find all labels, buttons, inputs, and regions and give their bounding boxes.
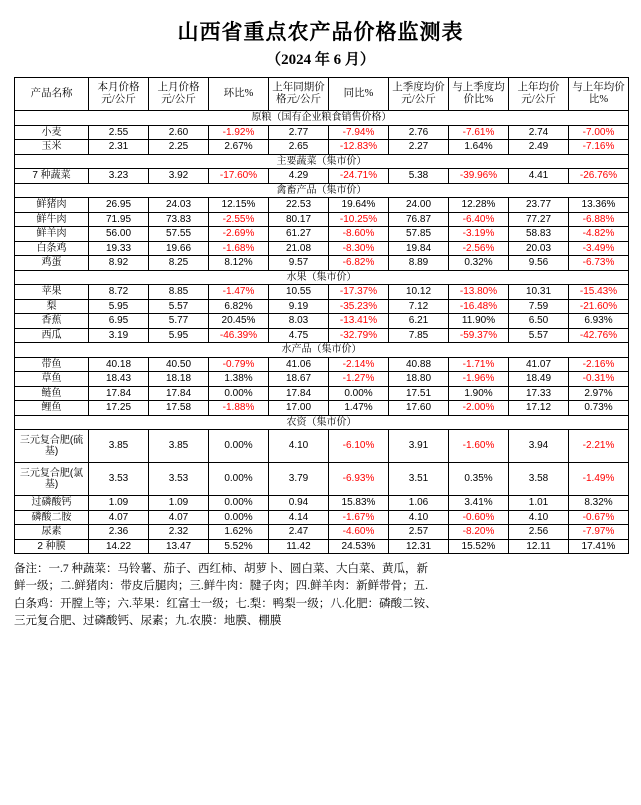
table-notes	[14, 561, 627, 630]
cell-last-quarter-price: 17.60	[389, 401, 449, 416]
table-row	[15, 496, 629, 511]
cell-last-year-avg-price: 41.07	[509, 357, 569, 372]
cell-last-year-avg-price: 77.27	[509, 212, 569, 227]
cell-last-month-price: 3.53	[149, 463, 209, 496]
cell-last-month-price: 5.95	[149, 328, 209, 343]
cell-last-month-price: 2.25	[149, 140, 209, 155]
table-row	[15, 227, 629, 242]
cell-current-price: 8.92	[89, 256, 149, 271]
cell-last-quarter-price: 6.21	[389, 314, 449, 329]
cell-last-year-price: 2.47	[269, 525, 329, 540]
cell-product-name: 尿素	[15, 525, 89, 540]
cell-yoy: -8.60%	[329, 227, 389, 242]
cell-quarter-ratio: 3.41%	[449, 496, 509, 511]
section-header-row	[15, 415, 629, 430]
cell-last-year-avg-price: 3.94	[509, 430, 569, 463]
cell-last-year-avg-price: 2.74	[509, 125, 569, 140]
cell-last-year-price: 2.77	[269, 125, 329, 140]
cell-yoy: 24.53%	[329, 539, 389, 554]
section-label: 主要蔬菜（集市价）	[15, 154, 629, 169]
cell-year-avg-ratio: -15.43%	[569, 285, 629, 300]
cell-last-year-price: 21.08	[269, 241, 329, 256]
cell-last-year-avg-price: 5.57	[509, 328, 569, 343]
cell-year-avg-ratio: -3.49%	[569, 241, 629, 256]
cell-product-name: 三元复合肥(氯基)	[15, 463, 89, 496]
section-label: 水果（集市价）	[15, 270, 629, 285]
cell-current-price: 6.95	[89, 314, 149, 329]
cell-mom: 0.00%	[209, 463, 269, 496]
section-header-row	[15, 270, 629, 285]
cell-quarter-ratio: -6.40%	[449, 212, 509, 227]
cell-last-year-avg-price: 12.11	[509, 539, 569, 554]
cell-current-price: 26.95	[89, 198, 149, 213]
cell-current-price: 40.18	[89, 357, 149, 372]
cell-mom: -2.55%	[209, 212, 269, 227]
cell-current-price: 8.72	[89, 285, 149, 300]
cell-last-quarter-price: 17.51	[389, 386, 449, 401]
header-vs-last-quarter-average: 与上季度均价比%	[449, 78, 509, 111]
cell-year-avg-ratio: -7.97%	[569, 525, 629, 540]
cell-last-year-avg-price: 4.10	[509, 510, 569, 525]
table-row	[15, 212, 629, 227]
cell-last-month-price: 73.83	[149, 212, 209, 227]
cell-last-quarter-price: 4.10	[389, 510, 449, 525]
cell-product-name: 香蕉	[15, 314, 89, 329]
cell-last-year-avg-price: 20.03	[509, 241, 569, 256]
table-row	[15, 169, 629, 184]
cell-last-quarter-price: 24.00	[389, 198, 449, 213]
cell-last-quarter-price: 3.91	[389, 430, 449, 463]
cell-current-price: 71.95	[89, 212, 149, 227]
cell-last-quarter-price: 2.27	[389, 140, 449, 155]
page-subtitle: （2024 年 6 月）	[266, 52, 375, 68]
table-row	[15, 525, 629, 540]
cell-last-year-price: 80.17	[269, 212, 329, 227]
table-row	[15, 463, 629, 496]
table-row	[15, 285, 629, 300]
cell-last-month-price: 8.25	[149, 256, 209, 271]
cell-current-price: 3.19	[89, 328, 149, 343]
cell-current-price: 56.00	[89, 227, 149, 242]
cell-current-price: 5.95	[89, 299, 149, 314]
cell-current-price: 2.55	[89, 125, 149, 140]
cell-last-month-price: 1.09	[149, 496, 209, 511]
section-label: 水产品（集市价）	[15, 343, 629, 358]
cell-product-name: 小麦	[15, 125, 89, 140]
cell-yoy: -17.37%	[329, 285, 389, 300]
cell-last-year-avg-price: 4.41	[509, 169, 569, 184]
cell-last-quarter-price: 12.31	[389, 539, 449, 554]
cell-last-year-price: 4.10	[269, 430, 329, 463]
cell-last-quarter-price: 7.85	[389, 328, 449, 343]
cell-last-year-price: 22.53	[269, 198, 329, 213]
cell-last-year-price: 17.00	[269, 401, 329, 416]
section-header-row	[15, 154, 629, 169]
cell-last-quarter-price: 1.06	[389, 496, 449, 511]
cell-product-name: 磷酸二胺	[15, 510, 89, 525]
cell-year-avg-ratio: -42.76%	[569, 328, 629, 343]
cell-yoy: 19.64%	[329, 198, 389, 213]
cell-year-avg-ratio: 17.41%	[569, 539, 629, 554]
cell-quarter-ratio: -0.60%	[449, 510, 509, 525]
cell-yoy: -4.60%	[329, 525, 389, 540]
cell-mom: 2.67%	[209, 140, 269, 155]
cell-year-avg-ratio: -7.00%	[569, 125, 629, 140]
cell-mom: 0.00%	[209, 386, 269, 401]
cell-year-avg-ratio: 13.36%	[569, 198, 629, 213]
cell-yoy: -24.71%	[329, 169, 389, 184]
cell-product-name: 三元复合肥(硫基)	[15, 430, 89, 463]
cell-last-year-price: 9.19	[269, 299, 329, 314]
cell-quarter-ratio: 1.90%	[449, 386, 509, 401]
cell-mom: -1.88%	[209, 401, 269, 416]
cell-last-year-price: 9.57	[269, 256, 329, 271]
cell-quarter-ratio: -2.56%	[449, 241, 509, 256]
cell-last-month-price: 3.85	[149, 430, 209, 463]
cell-last-year-avg-price: 2.49	[509, 140, 569, 155]
cell-yoy: -2.14%	[329, 357, 389, 372]
table-row	[15, 125, 629, 140]
cell-quarter-ratio: -16.48%	[449, 299, 509, 314]
cell-year-avg-ratio: -0.31%	[569, 372, 629, 387]
cell-year-avg-ratio: -21.60%	[569, 299, 629, 314]
cell-last-month-price: 4.07	[149, 510, 209, 525]
table-row	[15, 256, 629, 271]
cell-product-name: 白条鸡	[15, 241, 89, 256]
cell-yoy: -8.30%	[329, 241, 389, 256]
cell-year-avg-ratio: -6.88%	[569, 212, 629, 227]
cell-year-avg-ratio: -6.73%	[569, 256, 629, 271]
table-row	[15, 357, 629, 372]
cell-quarter-ratio: -1.96%	[449, 372, 509, 387]
cell-product-name: 鲜猪肉	[15, 198, 89, 213]
cell-yoy: -6.10%	[329, 430, 389, 463]
cell-quarter-ratio: 1.64%	[449, 140, 509, 155]
section-header-row	[15, 183, 629, 198]
cell-last-year-price: 4.75	[269, 328, 329, 343]
cell-mom: 20.45%	[209, 314, 269, 329]
cell-quarter-ratio: 0.32%	[449, 256, 509, 271]
note-line-1: 备注：一.7 种蔬菜：马铃薯、茄子、西红柿、胡萝卜、圆白菜、大白菜、黄瓜，新	[14, 563, 428, 576]
cell-product-name: 苹果	[15, 285, 89, 300]
cell-yoy: -7.94%	[329, 125, 389, 140]
cell-mom: 1.62%	[209, 525, 269, 540]
cell-mom: -0.79%	[209, 357, 269, 372]
cell-yoy: 0.00%	[329, 386, 389, 401]
header-current-month-price: 本月价格元/公斤	[89, 78, 149, 111]
cell-mom: 0.00%	[209, 430, 269, 463]
table-row	[15, 401, 629, 416]
cell-last-year-avg-price: 2.56	[509, 525, 569, 540]
cell-yoy: -6.93%	[329, 463, 389, 496]
cell-last-year-avg-price: 17.12	[509, 401, 569, 416]
cell-year-avg-ratio: -2.21%	[569, 430, 629, 463]
cell-mom: -1.92%	[209, 125, 269, 140]
cell-product-name: 7 种蔬菜	[15, 169, 89, 184]
cell-mom: 12.15%	[209, 198, 269, 213]
cell-quarter-ratio: -59.37%	[449, 328, 509, 343]
cell-last-year-price: 61.27	[269, 227, 329, 242]
cell-last-quarter-price: 40.88	[389, 357, 449, 372]
cell-year-avg-ratio: 2.97%	[569, 386, 629, 401]
cell-last-quarter-price: 57.85	[389, 227, 449, 242]
cell-last-year-price: 18.67	[269, 372, 329, 387]
cell-quarter-ratio: -3.19%	[449, 227, 509, 242]
section-label: 农资（集市价）	[15, 415, 629, 430]
cell-last-month-price: 8.85	[149, 285, 209, 300]
table-header-row	[15, 78, 629, 111]
cell-current-price: 17.84	[89, 386, 149, 401]
cell-quarter-ratio: 15.52%	[449, 539, 509, 554]
cell-product-name: 玉米	[15, 140, 89, 155]
cell-last-month-price: 18.18	[149, 372, 209, 387]
cell-yoy: 15.83%	[329, 496, 389, 511]
cell-last-year-avg-price: 6.50	[509, 314, 569, 329]
cell-last-quarter-price: 3.51	[389, 463, 449, 496]
cell-quarter-ratio: -1.60%	[449, 430, 509, 463]
cell-product-name: 鲜牛肉	[15, 212, 89, 227]
cell-last-year-avg-price: 10.31	[509, 285, 569, 300]
table-row	[15, 241, 629, 256]
cell-mom: 5.52%	[209, 539, 269, 554]
cell-product-name: 带鱼	[15, 357, 89, 372]
cell-last-month-price: 5.57	[149, 299, 209, 314]
cell-current-price: 1.09	[89, 496, 149, 511]
cell-last-year-avg-price: 18.49	[509, 372, 569, 387]
cell-mom: 8.12%	[209, 256, 269, 271]
cell-last-year-avg-price: 58.83	[509, 227, 569, 242]
cell-mom: 0.00%	[209, 510, 269, 525]
cell-last-year-avg-price: 23.77	[509, 198, 569, 213]
table-row	[15, 328, 629, 343]
note-line-2: 鲜一级；二.鲜猪肉：带皮后腿肉；三.鲜牛肉：腱子肉；四.鲜羊肉：新鲜带骨；五.	[14, 580, 428, 593]
cell-last-quarter-price: 76.87	[389, 212, 449, 227]
table-row	[15, 140, 629, 155]
cell-mom: 0.00%	[209, 496, 269, 511]
header-last-year-same-period-price: 上年同期价格元/公斤	[269, 78, 329, 111]
table-row	[15, 430, 629, 463]
cell-quarter-ratio: -8.20%	[449, 525, 509, 540]
cell-last-quarter-price: 7.12	[389, 299, 449, 314]
cell-year-avg-ratio: -4.82%	[569, 227, 629, 242]
cell-yoy: -1.67%	[329, 510, 389, 525]
note-line-3: 白条鸡：开膛上等；六.苹果：红富士一级；七.梨：鸭梨一级；八.化肥：磷酸二铵、	[14, 597, 437, 610]
table-row	[15, 539, 629, 554]
cell-last-month-price: 17.84	[149, 386, 209, 401]
cell-quarter-ratio: -39.96%	[449, 169, 509, 184]
cell-quarter-ratio: 11.90%	[449, 314, 509, 329]
table-row	[15, 510, 629, 525]
cell-year-avg-ratio: -2.16%	[569, 357, 629, 372]
cell-product-name: 梨	[15, 299, 89, 314]
cell-last-month-price: 24.03	[149, 198, 209, 213]
cell-current-price: 3.53	[89, 463, 149, 496]
cell-last-year-price: 41.06	[269, 357, 329, 372]
cell-mom: 1.38%	[209, 372, 269, 387]
cell-last-year-price: 2.65	[269, 140, 329, 155]
cell-product-name: 西瓜	[15, 328, 89, 343]
price-monitor-table	[14, 77, 629, 554]
table-row	[15, 314, 629, 329]
cell-last-quarter-price: 19.84	[389, 241, 449, 256]
cell-yoy: -12.83%	[329, 140, 389, 155]
header-product-name: 产品名称	[15, 78, 89, 111]
cell-yoy: -6.82%	[329, 256, 389, 271]
cell-last-month-price: 40.50	[149, 357, 209, 372]
cell-quarter-ratio: -1.71%	[449, 357, 509, 372]
cell-product-name: 草鱼	[15, 372, 89, 387]
table-row	[15, 198, 629, 213]
cell-last-month-price: 19.66	[149, 241, 209, 256]
cell-mom: -46.39%	[209, 328, 269, 343]
cell-last-quarter-price: 2.57	[389, 525, 449, 540]
cell-quarter-ratio: -2.00%	[449, 401, 509, 416]
cell-year-avg-ratio: 8.32%	[569, 496, 629, 511]
cell-current-price: 18.43	[89, 372, 149, 387]
cell-last-year-avg-price: 17.33	[509, 386, 569, 401]
cell-year-avg-ratio: -7.16%	[569, 140, 629, 155]
cell-product-name: 过磷酸钙	[15, 496, 89, 511]
cell-mom: -2.69%	[209, 227, 269, 242]
table-row	[15, 299, 629, 314]
cell-current-price: 3.85	[89, 430, 149, 463]
cell-yoy: 1.47%	[329, 401, 389, 416]
section-label: 原粮（国有企业粮食销售价格）	[15, 111, 629, 126]
cell-last-quarter-price: 2.76	[389, 125, 449, 140]
header-last-quarter-average-price: 上季度均价元/公斤	[389, 78, 449, 111]
cell-product-name: 鲜羊肉	[15, 227, 89, 242]
cell-mom: -1.47%	[209, 285, 269, 300]
cell-last-year-price: 0.94	[269, 496, 329, 511]
cell-last-year-price: 11.42	[269, 539, 329, 554]
cell-last-quarter-price: 8.89	[389, 256, 449, 271]
cell-last-month-price: 17.58	[149, 401, 209, 416]
cell-last-quarter-price: 10.12	[389, 285, 449, 300]
cell-mom: 6.82%	[209, 299, 269, 314]
cell-product-name: 鲢鱼	[15, 386, 89, 401]
cell-mom: -1.68%	[209, 241, 269, 256]
cell-last-month-price: 3.92	[149, 169, 209, 184]
cell-last-year-avg-price: 1.01	[509, 496, 569, 511]
cell-last-year-price: 3.79	[269, 463, 329, 496]
cell-last-year-price: 17.84	[269, 386, 329, 401]
header-month-over-month: 环比%	[209, 78, 269, 111]
cell-yoy: -1.27%	[329, 372, 389, 387]
cell-yoy: -35.23%	[329, 299, 389, 314]
cell-year-avg-ratio: -0.67%	[569, 510, 629, 525]
cell-year-avg-ratio: -1.49%	[569, 463, 629, 496]
cell-last-month-price: 5.77	[149, 314, 209, 329]
cell-last-year-price: 10.55	[269, 285, 329, 300]
cell-year-avg-ratio: 0.73%	[569, 401, 629, 416]
cell-last-month-price: 13.47	[149, 539, 209, 554]
section-header-row	[15, 343, 629, 358]
cell-yoy: -10.25%	[329, 212, 389, 227]
cell-current-price: 19.33	[89, 241, 149, 256]
cell-last-year-price: 4.14	[269, 510, 329, 525]
section-label: 禽畜产品（集市价）	[15, 183, 629, 198]
cell-quarter-ratio: -7.61%	[449, 125, 509, 140]
header-year-over-year: 同比%	[329, 78, 389, 111]
cell-last-month-price: 2.32	[149, 525, 209, 540]
cell-year-avg-ratio: -26.76%	[569, 169, 629, 184]
cell-last-year-avg-price: 3.58	[509, 463, 569, 496]
cell-product-name: 鸡蛋	[15, 256, 89, 271]
cell-last-year-price: 4.29	[269, 169, 329, 184]
page-title: 山西省重点农产品价格监测表	[177, 20, 464, 44]
cell-current-price: 14.22	[89, 539, 149, 554]
cell-last-quarter-price: 18.80	[389, 372, 449, 387]
cell-mom: -17.60%	[209, 169, 269, 184]
cell-quarter-ratio: -13.80%	[449, 285, 509, 300]
cell-quarter-ratio: 12.28%	[449, 198, 509, 213]
cell-yoy: -32.79%	[329, 328, 389, 343]
cell-current-price: 4.07	[89, 510, 149, 525]
cell-last-year-avg-price: 9.56	[509, 256, 569, 271]
cell-year-avg-ratio: 6.93%	[569, 314, 629, 329]
cell-current-price: 2.36	[89, 525, 149, 540]
cell-current-price: 3.23	[89, 169, 149, 184]
cell-last-quarter-price: 5.38	[389, 169, 449, 184]
cell-product-name: 2 种膜	[15, 539, 89, 554]
note-line-4: 三元复合肥、过磷酸钙、尿素；九.农膜：地膜、棚膜	[14, 614, 282, 627]
cell-current-price: 2.31	[89, 140, 149, 155]
cell-last-month-price: 57.55	[149, 227, 209, 242]
cell-last-month-price: 2.60	[149, 125, 209, 140]
cell-current-price: 17.25	[89, 401, 149, 416]
header-last-year-average-price: 上年均价元/公斤	[509, 78, 569, 111]
cell-last-year-price: 8.03	[269, 314, 329, 329]
section-header-row	[15, 111, 629, 126]
cell-yoy: -13.41%	[329, 314, 389, 329]
cell-last-year-avg-price: 7.59	[509, 299, 569, 314]
table-row	[15, 386, 629, 401]
table-row	[15, 372, 629, 387]
cell-quarter-ratio: 0.35%	[449, 463, 509, 496]
header-vs-last-year-average: 与上年均价比%	[569, 78, 629, 111]
cell-product-name: 鲤鱼	[15, 401, 89, 416]
header-last-month-price: 上月价格元/公斤	[149, 78, 209, 111]
